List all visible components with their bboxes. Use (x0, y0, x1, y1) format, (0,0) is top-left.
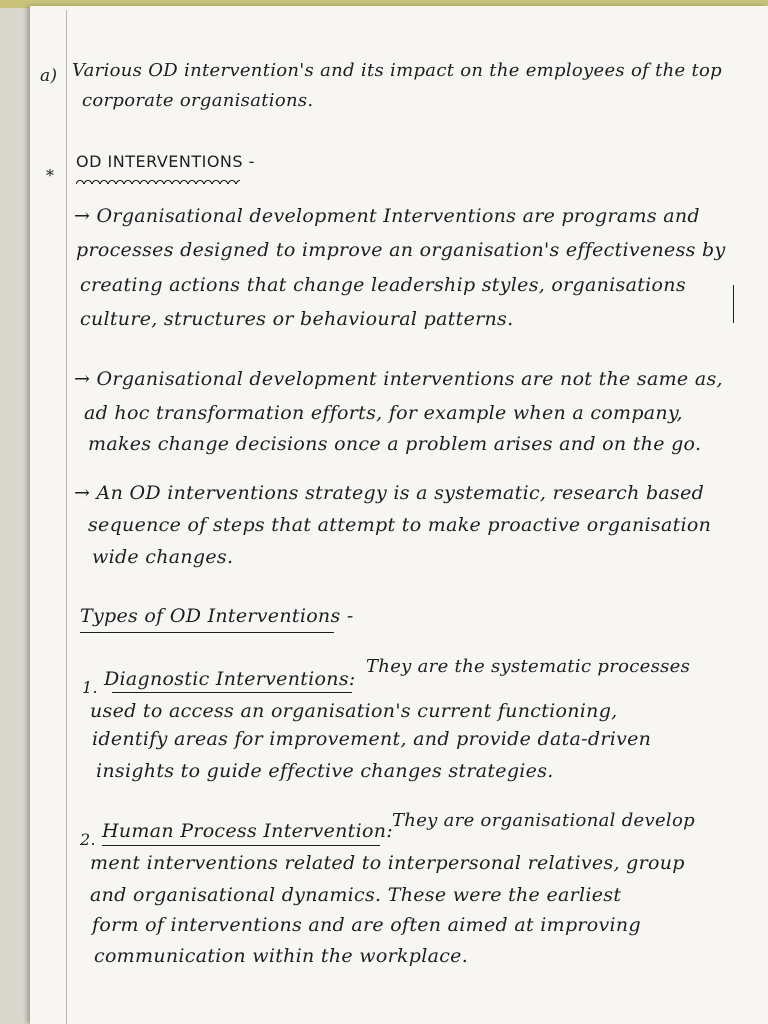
type2-line-2: ment interventions related to interpersonal relatives, group (90, 852, 685, 874)
para3-line-1: → An OD interventions strategy is a systematic, research based (74, 482, 705, 504)
type1-line-1: They are the systematic processes (366, 656, 691, 677)
type2-title: Human Process Intervention: (102, 820, 393, 842)
type1-title-underline (112, 692, 352, 693)
section-heading-underline (76, 178, 240, 184)
type2-line-3: and organisational dynamics. These were the earliest (90, 884, 622, 906)
question-marker: a) (40, 66, 58, 86)
para1-line-1: → Organisational development Interventions are programs and (74, 205, 700, 227)
type2-line-5: communication within the workplace. (94, 945, 469, 967)
type2-number: 2. (80, 830, 96, 849)
type2-title-underline (102, 845, 380, 846)
section-heading: OD INTERVENTIONS - (76, 152, 255, 171)
para1-line-3: creating actions that change leadership styles, organisations (80, 274, 686, 296)
types-heading: Types of OD Interventions - (80, 605, 354, 627)
question-line-1: Various OD intervention's and its impact on the employees of the top (72, 60, 722, 81)
type1-line-4: insights to guide effective changes strategies. (96, 760, 554, 782)
type2-line-1: They are organisational develop (392, 810, 695, 831)
para1-line-2: processes designed to improve an organisation's effectiveness by (76, 239, 726, 261)
type1-line-2: used to access an organisation's current functioning, (90, 700, 618, 722)
para1-line-4: culture, structures or behavioural patterns. (80, 308, 514, 330)
type1-number: 1. (82, 678, 98, 697)
para2-line-1: → Organisational development interventions are not the same as, (74, 368, 723, 390)
type1-title: Diagnostic Interventions: (104, 668, 356, 690)
question-line-2: corporate organisations. (82, 90, 314, 111)
para2-line-2: ad hoc transformation efforts, for example when a company, (84, 402, 683, 424)
heading-bullet: * (46, 166, 54, 185)
types-heading-underline (80, 632, 334, 633)
para3-line-3: wide changes. (92, 546, 234, 568)
margin-bracket (733, 285, 737, 323)
para3-line-2: sequence of steps that attempt to make proactive organisation (88, 514, 712, 536)
para2-line-3: makes change decisions once a problem arises and on the go. (88, 433, 702, 455)
margin-line (66, 10, 67, 1024)
type2-line-4: form of interventions and are often aimed at improving (92, 914, 641, 936)
type1-line-3: identify areas for improvement, and provide data-driven (92, 728, 652, 750)
